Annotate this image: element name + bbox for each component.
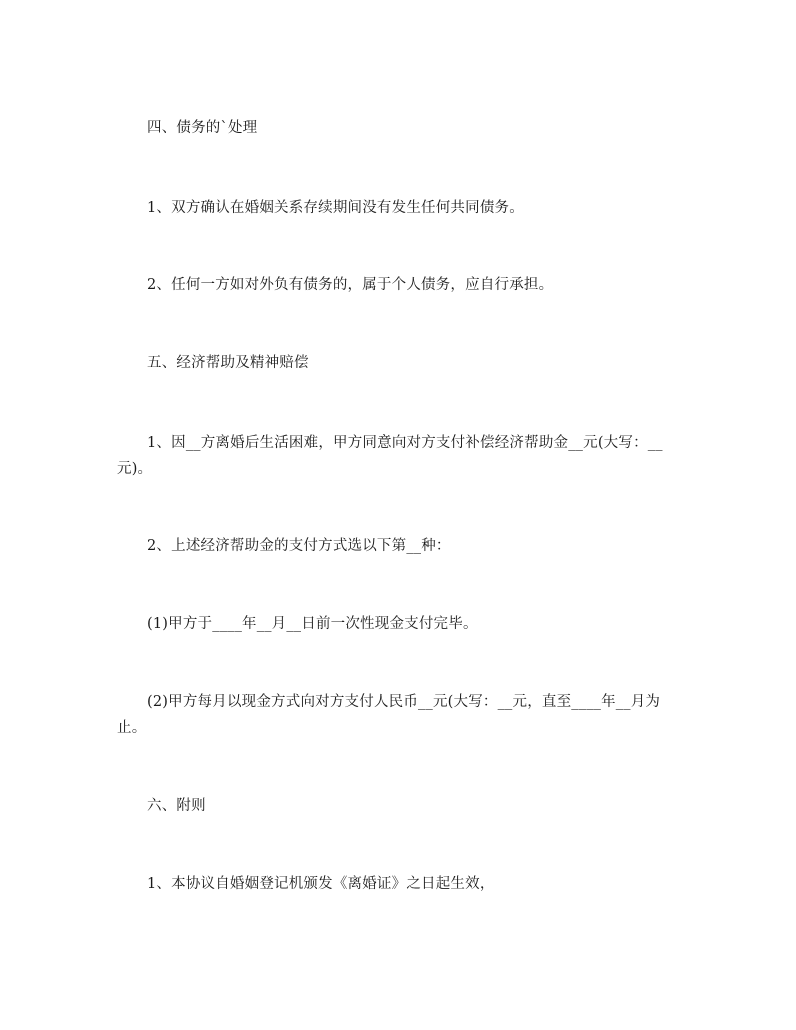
paragraph-debt-clause-2: 2、任何一方如对外负有债务的，属于个人债务，应自行承担。	[147, 277, 554, 293]
paragraph-debt-clause-1: 1、双方确认在婚姻关系存续期间没有发生任何共同债务。	[147, 200, 524, 216]
section-heading-debts: 四、债务的`处理	[147, 120, 258, 136]
paragraph-payment-option-1: (1)甲方于____年__月__日前一次性现金支付完毕。	[147, 616, 478, 632]
section-heading-supplementary: 六、附则	[147, 798, 206, 814]
paragraph-payment-option-2: (2)甲方每月以现金方式向对方支付人民币__元(大写：__元，直至____年__月为止。	[117, 694, 661, 736]
paragraph-aid-clause-1: 1、因__方离婚后生活困难，甲方同意向对方支付补偿经济帮助金__元(大写：__元)。	[117, 435, 663, 477]
paragraph-aid-clause-2: 2、上述经济帮助金的支付方式选以下第__种：	[147, 538, 451, 554]
section-heading-economic-aid: 五、经济帮助及精神赔偿	[147, 355, 309, 371]
paragraph-supplementary-clause-1: 1、本协议自婚姻登记机颁发《离婚证》之日起生效，	[147, 876, 495, 892]
